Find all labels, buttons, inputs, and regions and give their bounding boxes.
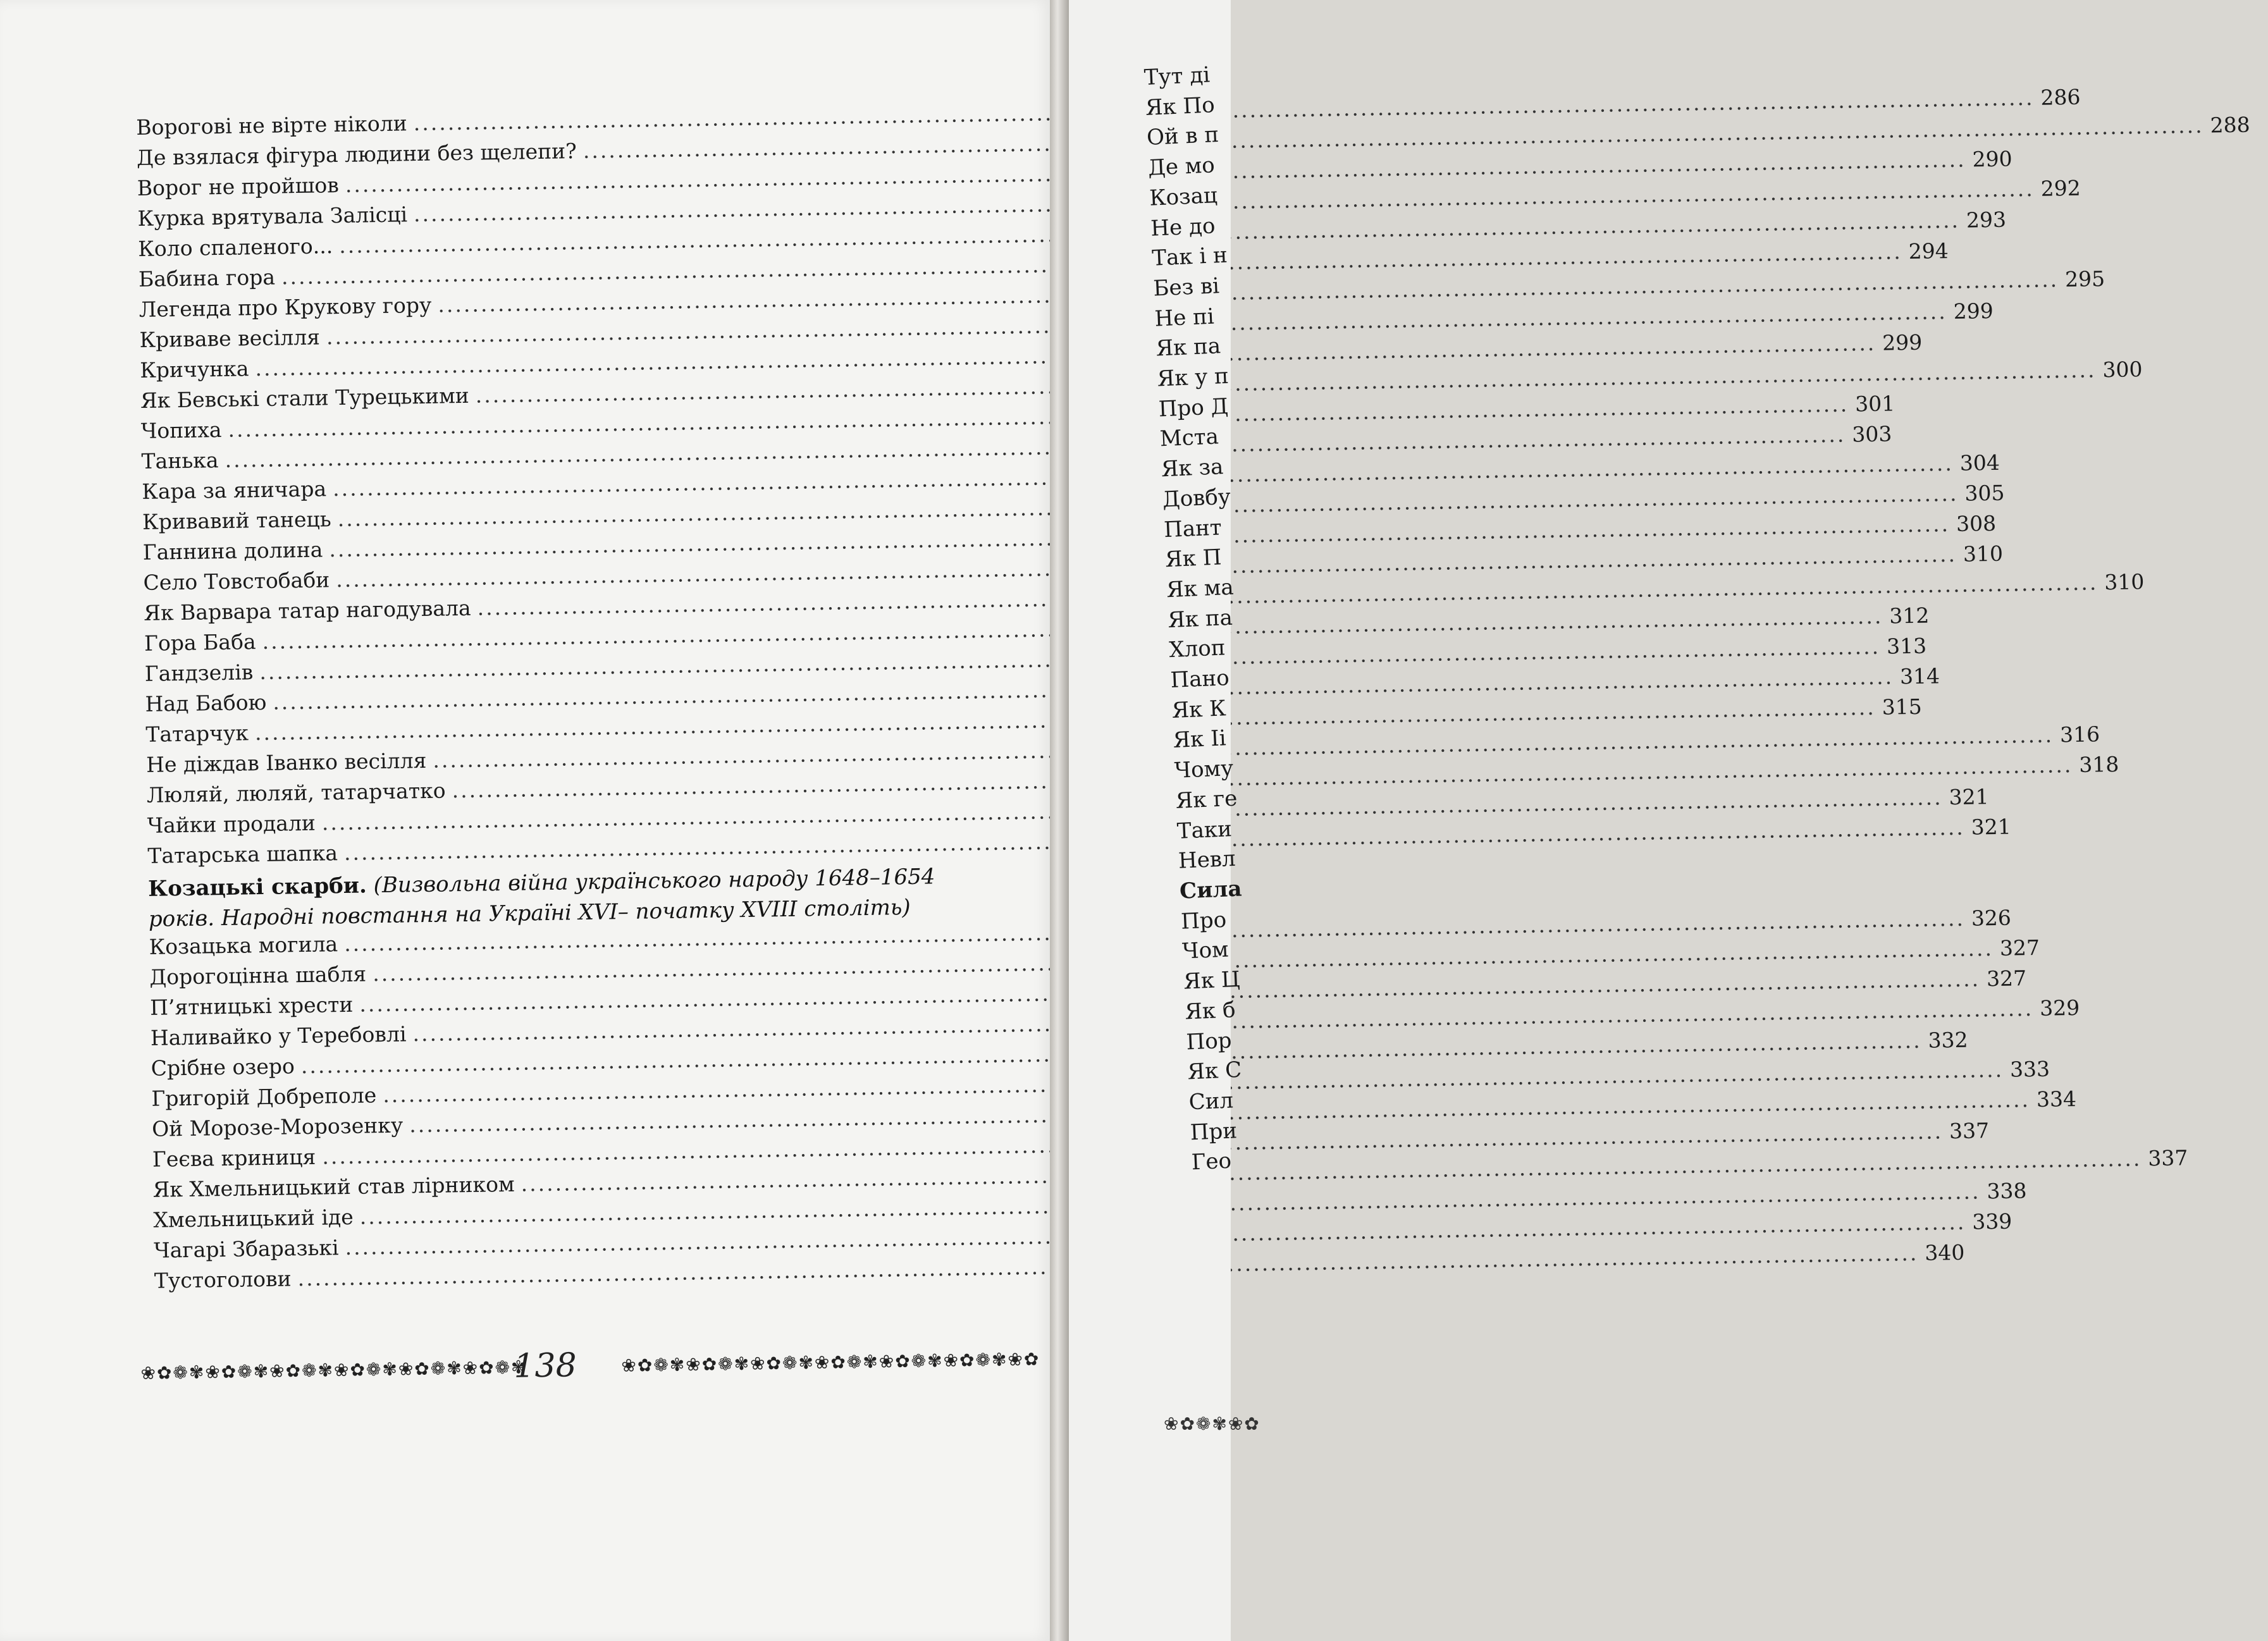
toc-entry-title: Ой Морозе-Морозенку (151, 1112, 404, 1141)
toc-entry-page: 327 (1986, 966, 2027, 992)
toc-entry-page: 338 (1987, 1178, 2027, 1204)
toc-entry-title: Криваве весілля (139, 324, 321, 352)
book-spine (1050, 0, 1069, 1641)
toc-entry-title: Над Бабою (145, 689, 267, 716)
toc-entry-page: 294 (1908, 238, 1949, 264)
right-page-line: Про (1180, 907, 1227, 935)
toc-entry-title: Дорогоцінна шабля (149, 961, 367, 990)
toc-entry-title: Люляй, люляй, татарчатко (146, 778, 446, 808)
toc-entry-title: Ганнина долина (142, 537, 323, 565)
right-page-line: Мста (1159, 424, 1219, 452)
toc-entry-title: Як Хмельницький став лірником (152, 1171, 515, 1202)
right-page-line: Ой в п (1146, 122, 1219, 151)
toc-entry-page: 321 (1949, 784, 1989, 810)
toc-entry-page: 332 (1928, 1027, 1968, 1053)
right-page-line: Не пі (1154, 304, 1215, 332)
right-page (1069, 0, 1260, 1641)
right-page-line: Як Іі (1172, 725, 1227, 754)
right-page-line: Сил (1188, 1088, 1234, 1116)
toc-entry-page: 339 (1971, 1208, 2012, 1234)
right-page-line: Пор (1185, 1027, 1233, 1055)
right-page-line: Про Д (1158, 393, 1230, 422)
toc-entry-page: 290 (1972, 146, 2012, 172)
toc-entry-page: 316 (2059, 722, 2100, 747)
toc-entry-title: Як Варвара татар нагодувала (144, 595, 471, 625)
right-page-line: Як па (1167, 605, 1233, 633)
section-title: Козацькі скарби. (147, 873, 367, 902)
toc-entry-title: Танька (141, 448, 219, 474)
toc-entry-page: 334 (2036, 1086, 2077, 1112)
right-page-line: Чому (1173, 756, 1234, 784)
toc-entry-title: Не діждав Іванко весілля (145, 747, 427, 777)
right-page-line: Пант (1163, 514, 1223, 543)
toc-entry-title: Татарчук (145, 720, 249, 747)
right-page-line: Так і н (1151, 242, 1228, 271)
toc-entry-page: 299 (1953, 298, 1994, 324)
right-page-line: Як у п (1156, 363, 1230, 392)
toc-entry-title: Хмельницький іде (153, 1204, 354, 1232)
toc-entry-title: Гора Баба (144, 629, 256, 656)
section-subtitle: (Визвольна війна українського народу 1648–1654 років. Народні повстання на Україні XVI– початку XVIII століть) (148, 864, 935, 932)
right-page-line: Без ві (1152, 273, 1220, 302)
right-page-line: Не до (1150, 212, 1216, 242)
right-page-line: Як Ц (1183, 966, 1241, 995)
toc-entry-page: 329 (2039, 995, 2080, 1021)
toc-entry-title: Коло спаленого... (138, 233, 333, 261)
right-page-line: Як па (1155, 333, 1221, 362)
toc-entry-title: Козацька могила (149, 931, 338, 959)
right-page-line: Невл (1178, 846, 1236, 875)
toc-entry-title: Татарська шапка (147, 840, 338, 868)
toc-entry-page: 337 (1949, 1118, 1990, 1144)
toc-entry-page: 310 (1963, 541, 2004, 567)
page-footer (140, 1340, 1040, 1398)
right-page-line: При (1189, 1117, 1238, 1145)
ornament-left-icon: ❀✿❁✾❀✿❁✾❀✿❁✾❀✿❁✾❀✿❁✾❀✿❁✾ (140, 1356, 527, 1384)
toc-entry-page: 303 (1851, 421, 1892, 447)
right-page-line: Гео (1191, 1148, 1232, 1176)
toc-entry-page: 301 (1854, 391, 1895, 417)
toc-entry-title: Як Бевські стали Турецькими (140, 383, 469, 413)
right-page-line: Як ге (1175, 785, 1238, 814)
toc-entry-page: 305 (1964, 480, 2005, 506)
toc-entry-title: Ворог не пройшов (137, 172, 340, 200)
right-page-line: Як К (1171, 696, 1227, 723)
toc-entry-title: Де взялася фігура людини без щелепи? (136, 138, 577, 170)
toc-entry-title: Наливайко у Теребовлі (150, 1021, 407, 1050)
right-page-line: Чом (1181, 937, 1230, 965)
right-page-line: Як ма (1166, 574, 1235, 603)
toc-entry-page: 327 (1999, 935, 2040, 961)
toc-entry-page: 286 (2040, 84, 2081, 110)
toc-entry-title: П’ятницькі хрести (149, 992, 354, 1020)
page-number: 138 (513, 1346, 577, 1386)
right-page-line: Тут ді (1143, 62, 1211, 90)
right-page-line: Сила (1179, 876, 1243, 904)
toc-entry-page: 314 (1899, 663, 1940, 689)
toc-entry-title: Чопиха (140, 417, 222, 443)
right-page-line: Довбу (1162, 484, 1231, 513)
toc-entry-title: Чайки продали (147, 810, 316, 838)
toc-entry-page: 340 (1924, 1239, 1965, 1265)
toc-entry-page: 299 (1882, 329, 1923, 355)
right-page-line: Як С (1186, 1057, 1242, 1085)
toc-entry-title: Бабина гора (138, 264, 276, 292)
toc-entry-page: 313 (1886, 633, 1927, 659)
toc-entry-page: 315 (1882, 694, 1923, 720)
right-page-line: Пано (1169, 665, 1230, 694)
toc-entry-page: 304 (1959, 450, 2000, 476)
toc-entry-page: 295 (2064, 266, 2105, 292)
toc-entry-title: Легенда про Крукову гору (139, 292, 432, 322)
right-page-line: Козац (1149, 182, 1218, 211)
toc-entry-title: Кара за яничара (142, 476, 327, 504)
toc-entry-title: Геєва криниця (152, 1144, 316, 1172)
toc-entry-page: 288 (2210, 112, 2250, 138)
toc-entry-title: Тустоголови (154, 1266, 292, 1293)
toc-entry-title: Срібне озеро (151, 1054, 295, 1081)
right-page-line: Як за (1161, 454, 1224, 482)
toc-entry-page: 310 (2104, 569, 2145, 595)
toc-entry-page: 333 (2009, 1056, 2050, 1082)
ornament-right-icon: ❀✿❁✾❀✿❁✾❀✿❁✾❀✿❁✾❀✿❁✾❀✿❁✾❀✿ (621, 1348, 1040, 1377)
toc-entry-title: Чагарі Збаразькі (153, 1235, 339, 1263)
right-page-line: Як б (1184, 997, 1236, 1025)
toc-entry-page: 326 (1971, 905, 2012, 931)
toc-entry-page: 293 (1966, 207, 2007, 233)
right-page-line: Де мо (1147, 152, 1216, 181)
toc-entry-page: 318 (2078, 751, 2119, 777)
right-page-line: Хлоп (1168, 635, 1226, 663)
toc-entry-page: 300 (2102, 357, 2143, 383)
right-page-line: Як П (1164, 544, 1223, 573)
toc-entry-page: 312 (1889, 603, 1930, 629)
toc-entry-title: Ворогові не вірте ніколи (136, 111, 407, 140)
toc-entry-title: Село Товстобаби (143, 567, 330, 595)
toc-entry-page: 292 (2040, 175, 2081, 201)
right-page-line: Як По (1145, 92, 1216, 121)
toc-entry-page: 308 (1956, 510, 1997, 536)
toc-entry-title: Кричунка (140, 356, 249, 383)
toc-entry-page: 321 (1971, 814, 2012, 840)
right-ornament-icon: ❀✿❁✾❀✿ (1164, 1413, 1260, 1434)
right-page-line: Таки (1176, 816, 1233, 844)
toc-entry-title: Григорій Добреполе (151, 1083, 377, 1111)
toc-entry-page: 337 (2148, 1145, 2188, 1171)
toc-entry-title: Кривавий танець (142, 507, 332, 534)
toc-entry-title: Курка врятувала Залісці (137, 202, 408, 231)
toc-entry-title: Гандзелів (144, 660, 254, 686)
